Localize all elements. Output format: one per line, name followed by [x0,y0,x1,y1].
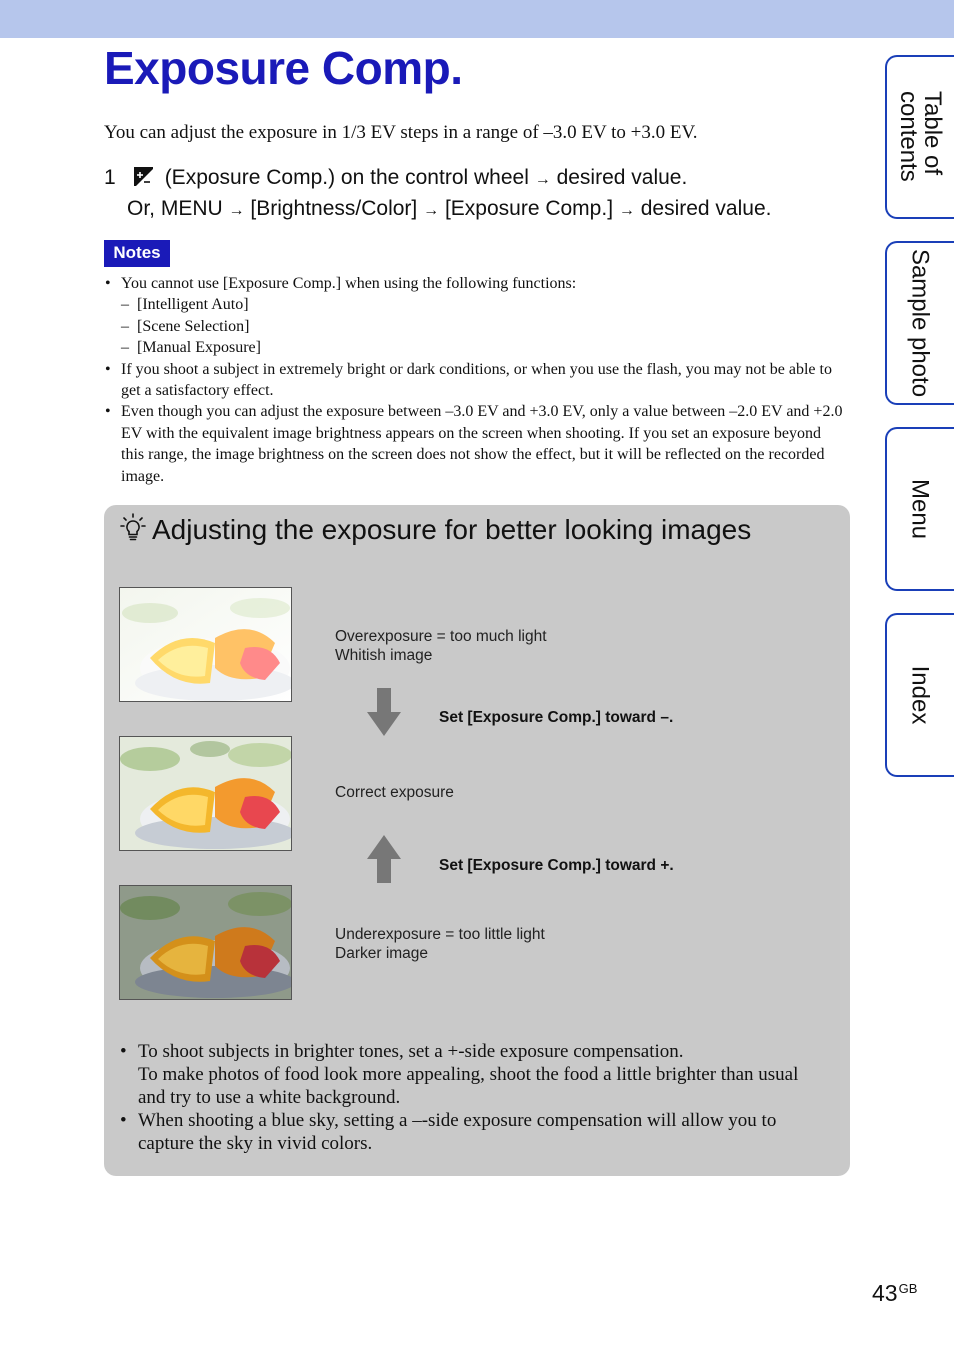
tab-label-menu: Menu [906,478,934,540]
tab-menu[interactable] [885,427,954,591]
note-item: • Even though you can adjust the exposure between –3.0 EV and +3.0 EV, only a value between –2.0 EV and +2.0 EV with the equivalent image brightness appears on the screen when shooting. If you set an exposure beyond this range, the image brightness on the screen does not show the effect, but it will be reflected on the recorded image. [104,401,844,487]
intro-text: You can adjust the exposure in 1/3 EV steps in a range of –3.0 EV to +3.0 EV. [104,122,698,143]
tab-label-sample: Sample photo [906,248,934,398]
step-line-2 [104,194,771,225]
note-item: • You cannot use [Exposure Comp.] when using the following functions: [104,273,844,294]
tip-bullet [120,1040,830,1109]
notes-label: Notes [104,240,170,267]
page-number-value: 43 [872,1280,898,1306]
exposure-comp-icon [134,167,153,186]
correct-exposure-label: Correct exposure [335,784,454,801]
step-line-1 [104,163,771,194]
tip-bullet: • When shooting a blue sky, setting a –-side exposure compensation will allow you to capture the sky in vivid colors. [120,1109,830,1155]
step-text-2d: desired value. [640,197,772,220]
note-item: • If you shoot a subject in extremely bright or dark conditions, or when you use the flash, you may not be able to get a satisfactory effect. [104,359,844,402]
step-text-1b: desired value. [556,166,688,189]
tab-sample-photo[interactable] [885,241,954,405]
underexposed-photo [119,885,292,1000]
arrow-down-icon [366,688,402,736]
note-subitem: – [Manual Exposure] [104,337,844,358]
tip-bullets [120,1040,830,1155]
top-band [0,0,954,38]
tip-box [104,505,850,1176]
overexposure-line-1: Overexposure = too much light [335,628,547,645]
tab-table-of-contents[interactable] [885,55,954,219]
step-text-2a: Or, MENU [127,197,223,220]
notes-list [104,273,844,487]
arrow-icon: → [618,202,635,219]
correct-exposure-photo [119,736,292,851]
step-1 [104,163,771,225]
step-text-1a: (Exposure Comp.) on the control wheel [164,166,529,189]
underexposure-line-2: Darker image [335,945,429,962]
overexposure-line-2: Whitish image [335,647,433,664]
arrow-icon: → [228,202,245,219]
step-text-2c: [Exposure Comp.] [444,197,614,220]
tab-label-toc [896,91,944,183]
page-title: Exposure Comp. [104,42,463,94]
step-number: 1 [104,166,116,189]
toward-minus-text: Set [Exposure Comp.] toward –. [439,709,674,726]
tab-toc-text: Table of contents [895,91,946,182]
arrow-up-icon [366,835,402,883]
tip-bullet-1a: • To shoot subjects in brighter tones, set a +-side exposure compensation. [138,1041,684,1062]
underexposure-line-1: Underexposure = too little light [335,926,545,943]
overexposure-label [335,627,547,665]
note-subitem: – [Intelligent Auto] [104,294,844,315]
lightbulb-icon [120,513,146,543]
underexposure-label [335,925,545,963]
tip-bullet-1b: To make photos of food look more appealing, shoot the food a little brighter than usual and try to use a white background. [138,1064,799,1108]
tip-heading-text: Adjusting the exposure for better looking images [152,514,752,545]
toward-plus-text: Set [Exposure Comp.] toward +. [439,857,674,874]
page-number-suffix: GB [898,1281,918,1296]
tab-index[interactable] [885,613,954,777]
arrow-icon: → [423,202,440,219]
overexposed-photo [119,587,292,702]
page-number [872,1280,917,1307]
tab-label-index: Index [906,665,934,725]
note-subitem: – [Scene Selection] [104,316,844,337]
step-text-2b: [Brightness/Color] [250,197,418,220]
arrow-icon: → [534,171,551,188]
tip-heading [120,513,751,547]
